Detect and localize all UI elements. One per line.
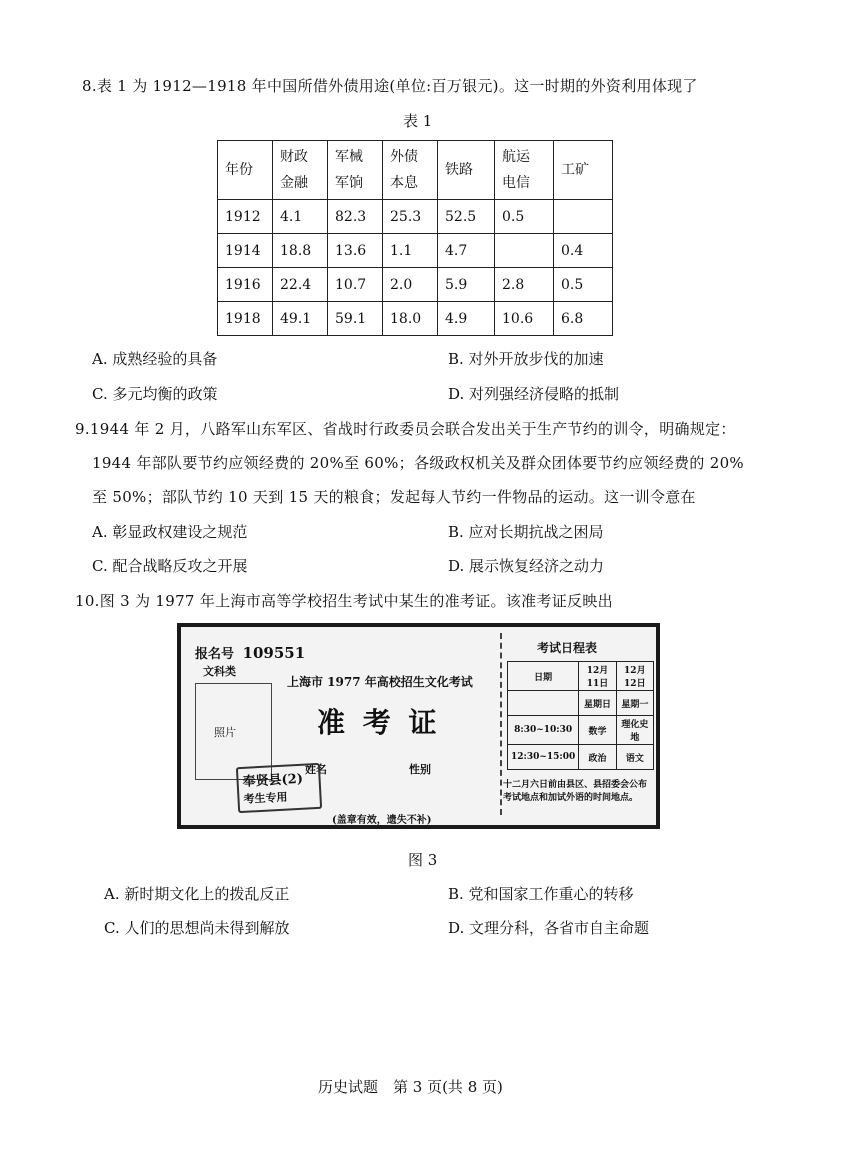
header-cell: 年份: [218, 141, 273, 200]
county-stamp: [236, 763, 322, 813]
q10-option-b[interactable]: B. 党和国家工作重心的转移: [448, 885, 634, 903]
table-cell: 1914: [218, 234, 273, 268]
table-cell: 0.5: [495, 200, 554, 234]
table-cell: 18.0: [383, 302, 438, 336]
table-caption: 表 1: [403, 112, 433, 130]
foreign-debt-table: [217, 140, 613, 336]
table-cell: [554, 200, 613, 234]
office-label: 考生专用: [243, 790, 288, 806]
table-cell: 22.4: [273, 268, 328, 302]
table-row: [218, 200, 613, 234]
table-cell: 1918: [218, 302, 273, 336]
schedule-table: [507, 661, 654, 770]
table-cell: 49.1: [273, 302, 328, 336]
table-cell: 18.8: [273, 234, 328, 268]
card-footer-note: (盖章有效，遗失不补): [332, 815, 432, 826]
q9-line-1: 9.1944 年 2 月，八路军山东军区、省战时行政委员会联合发出关于生产节约的训令，明确规定：: [75, 420, 736, 438]
header-cell: 航运 电信: [495, 141, 554, 200]
table-cell: 1912: [218, 200, 273, 234]
table-row: [218, 234, 613, 268]
admission-card-figure: [177, 623, 660, 829]
reg-number-row: [195, 643, 305, 662]
q10-stem: 10.图 3 为 1977 年上海市高等学校招生考试中某生的准考证。该准考证反映出: [75, 592, 613, 610]
table-cell: 59.1: [328, 302, 383, 336]
reg-number: 109551: [242, 644, 306, 662]
schedule-title: 考试日程表: [537, 641, 598, 655]
card-title: 准 考 证: [317, 706, 441, 739]
photo-label: 照片: [214, 726, 236, 739]
schedule-cell: 12月11日: [579, 662, 616, 691]
table-cell: 6.8: [554, 302, 613, 336]
table-cell: 10.6: [495, 302, 554, 336]
card-header: 上海市 1977 年高校招生文化考试: [287, 675, 473, 689]
table-cell: 2.0: [383, 268, 438, 302]
q8-option-b[interactable]: B. 对外开放步伐的加速: [448, 350, 604, 368]
page-footer: 历史试题 第 3 页(共 8 页): [318, 1078, 503, 1096]
card-left-panel: [187, 633, 502, 826]
header-cell: 财政 金融: [273, 141, 328, 200]
schedule-panel: [499, 631, 654, 821]
schedule-cell: 8:30~10:30: [508, 716, 579, 745]
name-label: 姓名: [305, 763, 327, 776]
table-header-row: [218, 141, 613, 200]
table-row: [218, 268, 613, 302]
q10-option-d[interactable]: D. 文理分科，各省市自主命题: [448, 919, 650, 937]
table-cell: [495, 234, 554, 268]
header-cell: 军械 军饷: [328, 141, 383, 200]
table-row: [218, 302, 613, 336]
q9-option-b[interactable]: B. 应对长期抗战之困局: [448, 523, 604, 541]
schedule-cell: 星期日: [579, 691, 616, 716]
q9-option-c[interactable]: C. 配合战略反攻之开展: [92, 557, 248, 575]
schedule-cell: 12:30~15:00: [508, 745, 579, 770]
q8-stem: 8.表 1 为 1912—1918 年中国所借外债用途(单位:百万银元)。这一时期的外资利用体现了: [82, 77, 698, 95]
table-cell: 4.1: [273, 200, 328, 234]
q10-option-c[interactable]: C. 人们的思想尚未得到解放: [104, 919, 290, 937]
schedule-cell: 星期一: [616, 691, 653, 716]
q8-option-a[interactable]: A. 成熟经验的具备: [92, 350, 218, 368]
q8-option-c[interactable]: C. 多元均衡的政策: [92, 385, 218, 403]
schedule-cell: 数学: [579, 716, 616, 745]
table-cell: 13.6: [328, 234, 383, 268]
header-cell: 铁路: [438, 141, 495, 200]
schedule-cell: 政治: [579, 745, 616, 770]
q8-option-d[interactable]: D. 对列强经济侵略的抵制: [448, 385, 620, 403]
figure-caption: 图 3: [408, 851, 438, 869]
table-cell: 1916: [218, 268, 273, 302]
category-label: 文科类: [203, 665, 236, 678]
table-cell: 1.1: [383, 234, 438, 268]
header-cell: 外债 本息: [383, 141, 438, 200]
header-cell: 工矿: [554, 141, 613, 200]
table-cell: 52.5: [438, 200, 495, 234]
q9-line-3: 至 50%；部队节约 10 天到 15 天的粮食；发起每人节约一件物品的运动。这一训令意在: [92, 488, 696, 506]
schedule-cell: 日期: [508, 662, 579, 691]
table-cell: 10.7: [328, 268, 383, 302]
schedule-cell: 理化史地: [616, 716, 653, 745]
county-label: 奉贤县(2): [242, 771, 304, 790]
q9-option-d[interactable]: D. 展示恢复经济之动力: [448, 557, 605, 575]
gender-label: 性别: [409, 763, 431, 776]
reg-label: 报名号: [195, 647, 235, 662]
table-cell: 4.9: [438, 302, 495, 336]
table-cell: 82.3: [328, 200, 383, 234]
table-cell: 4.7: [438, 234, 495, 268]
q10-option-a[interactable]: A. 新时期文化上的拨乱反正: [104, 885, 290, 903]
table-cell: 0.5: [554, 268, 613, 302]
table-cell: 25.3: [383, 200, 438, 234]
table-cell: 2.8: [495, 268, 554, 302]
schedule-cell: [508, 691, 579, 716]
q9-line-2: 1944 年部队要节约应领经费的 20%至 60%；各级政权机关及群众团体要节约应领经费的 20%: [92, 454, 744, 472]
schedule-note: 十二月六日前由县区、县招委会公布考试地点和加试外语的时间地点。: [503, 780, 648, 803]
schedule-cell: 12月12日: [616, 662, 653, 691]
q9-option-a[interactable]: A. 彰显政权建设之规范: [92, 523, 248, 541]
table-cell: 5.9: [438, 268, 495, 302]
table-cell: 0.4: [554, 234, 613, 268]
schedule-cell: 语文: [616, 745, 653, 770]
